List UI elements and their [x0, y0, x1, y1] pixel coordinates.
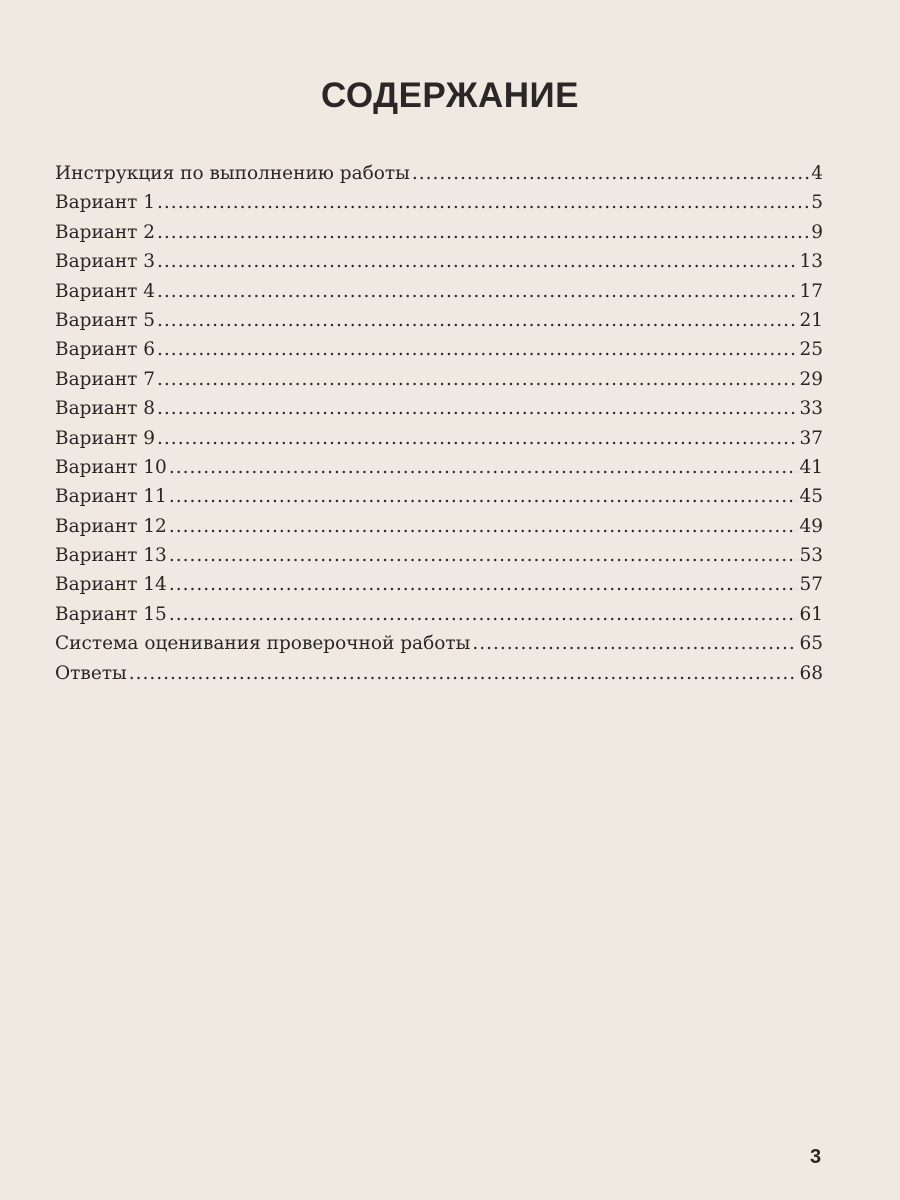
toc-entry — [55, 516, 823, 545]
toc-entry-label: Вариант 15 — [55, 603, 167, 625]
page-title: СОДЕРЖАНИЕ — [320, 76, 579, 115]
toc-entry-page: 13 — [799, 251, 823, 273]
dot-leader — [169, 574, 798, 595]
toc-entry-page: 29 — [799, 368, 823, 390]
toc-entry-page: 53 — [799, 545, 823, 567]
dot-leader — [157, 251, 797, 272]
toc-entry-page: 61 — [799, 603, 823, 625]
dot-leader — [412, 163, 809, 184]
toc-entry-label: Система оценивания проверочной работы — [55, 633, 471, 655]
toc-entry-page: 41 — [799, 456, 823, 478]
toc-entry-label: Вариант 7 — [55, 368, 156, 390]
toc-entry-label: Вариант 12 — [55, 515, 167, 537]
toc-entry — [55, 192, 823, 221]
toc-entry-page: 9 — [811, 221, 823, 243]
toc-entry-label: Вариант 14 — [55, 574, 167, 596]
toc-entry — [55, 281, 823, 310]
page-number: 3 — [810, 1146, 822, 1168]
toc-entry-page: 49 — [799, 515, 823, 537]
toc-entry-page: 25 — [799, 339, 823, 361]
toc-entry-label: Инструкция по выполнению работы — [55, 163, 410, 184]
toc-entry-label: Вариант 9 — [55, 427, 156, 449]
toc-entry — [55, 633, 823, 662]
toc-entry-page: 57 — [799, 574, 823, 596]
toc-entry — [55, 486, 823, 515]
toc-entry-label: Вариант 5 — [55, 309, 156, 331]
table-of-contents — [55, 163, 823, 692]
dot-leader — [472, 633, 797, 654]
toc-entry-label: Вариант 13 — [55, 545, 167, 567]
toc-entry-page: 37 — [799, 427, 823, 449]
dot-leader — [157, 192, 809, 213]
dot-leader — [157, 339, 797, 360]
toc-entry — [55, 604, 823, 633]
dot-leader — [169, 486, 798, 507]
toc-entry — [55, 545, 823, 574]
toc-entry-label: Вариант 3 — [55, 251, 156, 273]
toc-entry-page: 5 — [811, 192, 823, 214]
toc-entry-page: 33 — [799, 398, 823, 420]
toc-entry-label: Ответы — [55, 662, 127, 684]
toc-entry-label: Вариант 6 — [55, 339, 156, 361]
toc-entry-label: Вариант 11 — [55, 486, 167, 508]
toc-entry-page: 68 — [799, 662, 823, 684]
toc-entry-page: 65 — [799, 633, 823, 655]
toc-entry — [55, 663, 823, 692]
toc-entry-page: 21 — [799, 309, 823, 331]
toc-entry-label: Вариант 2 — [55, 221, 156, 243]
dot-leader — [157, 428, 797, 449]
dot-leader — [169, 604, 798, 625]
toc-entry — [55, 398, 823, 427]
toc-entry-page: 4 — [811, 163, 823, 184]
toc-entry — [55, 428, 823, 457]
dot-leader — [157, 222, 809, 243]
dot-leader — [157, 310, 797, 331]
toc-entry — [55, 251, 823, 280]
dot-leader — [157, 369, 797, 390]
toc-entry-label: Вариант 10 — [55, 456, 167, 478]
dot-leader — [157, 398, 797, 419]
toc-entry-page: 17 — [799, 280, 823, 302]
toc-entry-page: 45 — [799, 486, 823, 508]
dot-leader — [157, 281, 797, 302]
toc-entry-label: Вариант 4 — [55, 280, 156, 302]
toc-entry-label: Вариант 1 — [55, 192, 156, 214]
dot-leader — [169, 457, 798, 478]
toc-entry — [55, 163, 823, 192]
toc-entry — [55, 574, 823, 603]
toc-entry — [55, 339, 823, 368]
toc-entry — [55, 369, 823, 398]
toc-entry — [55, 457, 823, 486]
toc-entry — [55, 310, 823, 339]
toc-entry — [55, 222, 823, 251]
dot-leader — [169, 516, 798, 537]
dot-leader — [169, 545, 798, 566]
toc-entry-label: Вариант 8 — [55, 398, 156, 420]
dot-leader — [129, 663, 798, 684]
